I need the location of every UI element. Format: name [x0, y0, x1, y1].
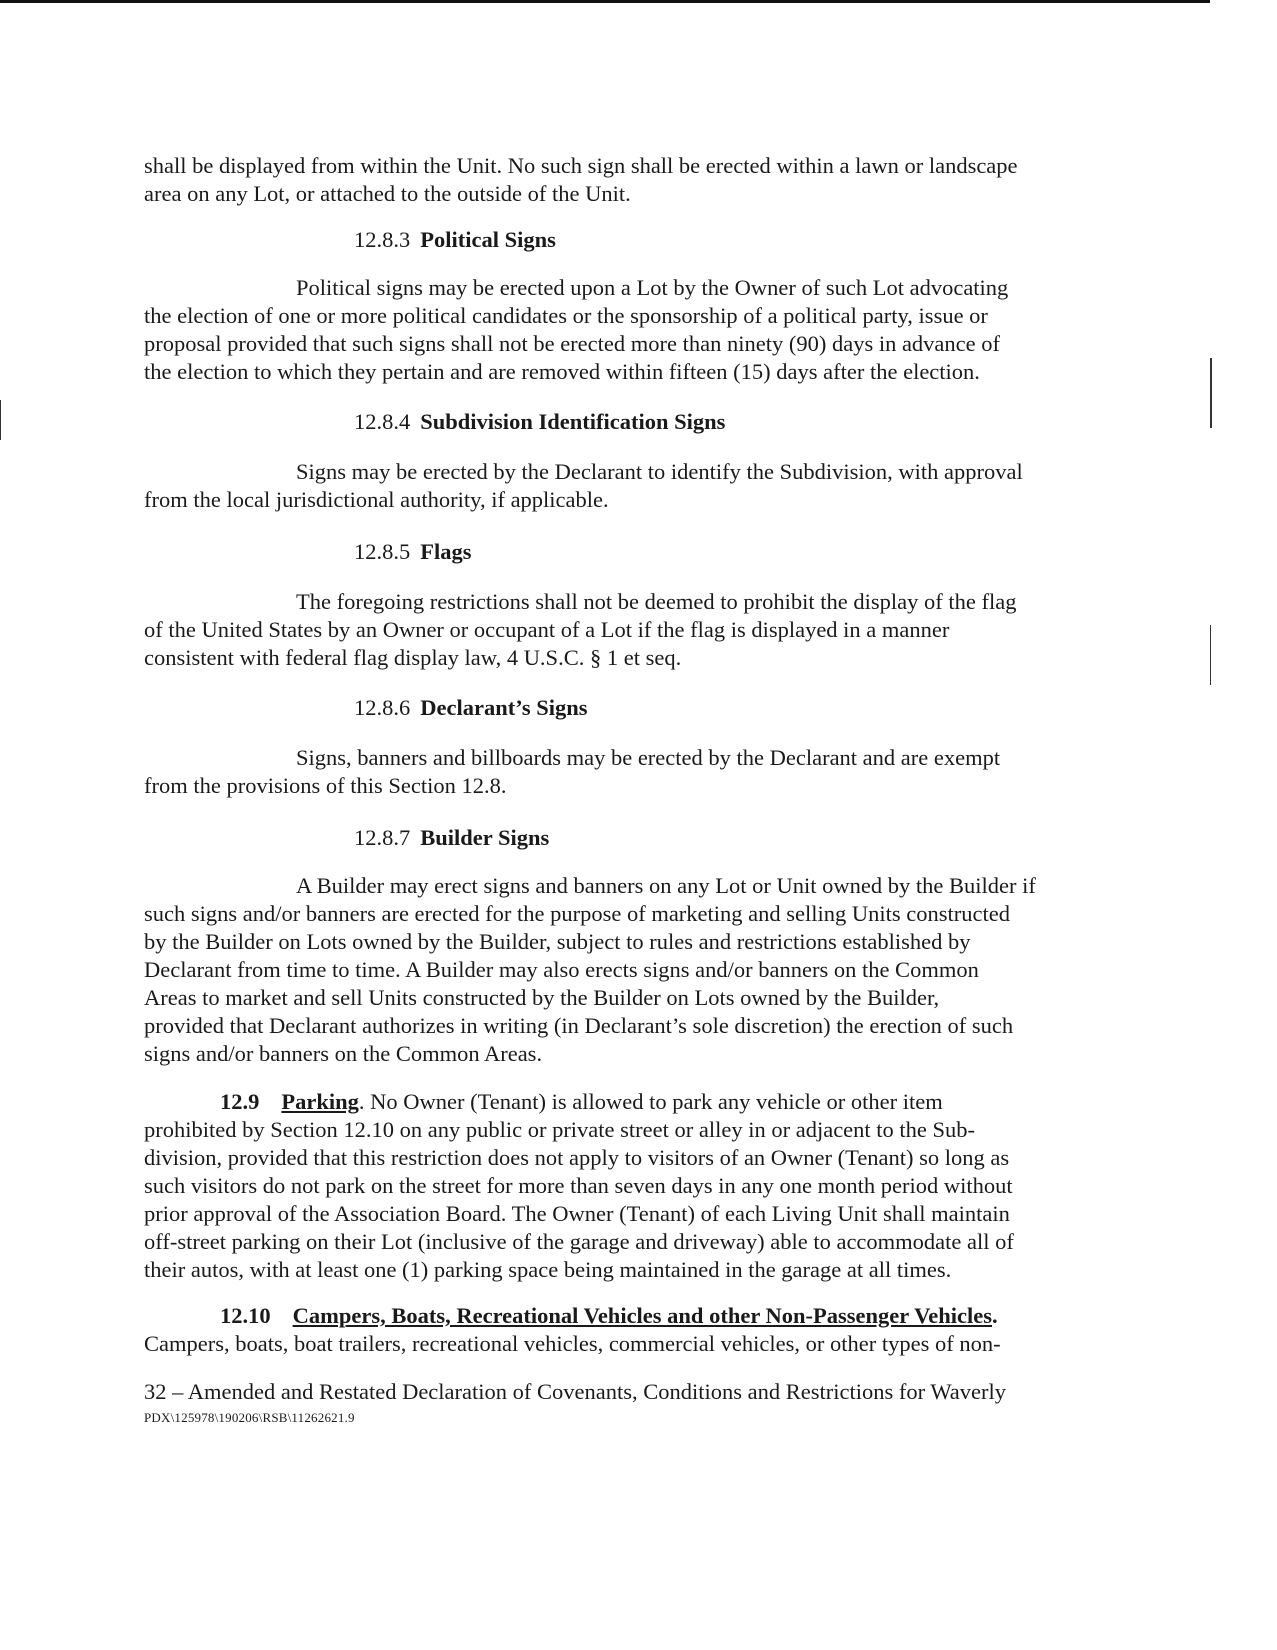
left-edge-mark: [0, 400, 1, 440]
top-scan-rule: [0, 0, 1210, 3]
text-line: such signs and/or banners are erected for the purpose of marketing and selling Units constructed: [144, 901, 1010, 926]
text-line: A Builder may erect signs and banners on any Lot or Unit owned by the Builder if: [296, 873, 1036, 898]
section-body-12-8-7: [144, 872, 1134, 1068]
text-line: Areas to market and sell Units constructed by the Builder on Lots owned by the Builder,: [144, 985, 940, 1010]
section-number: 12.8.5: [354, 539, 411, 564]
text-line: shall be displayed from within the Unit. No such sign shall be erected within a lawn or landscape: [144, 153, 1018, 178]
footer-title: 32 – Amended and Restated Declaration of Covenants, Conditions and Restrictions for Waverly: [144, 1379, 1006, 1404]
section-title: Parking: [281, 1089, 359, 1114]
text-line: the election to which they pertain and are removed within fifteen (15) days after the election.: [144, 359, 980, 384]
section-heading-12-8-7: [354, 824, 549, 852]
section-heading-12-8-3: [354, 226, 556, 254]
section-title: Subdivision Identification Signs: [420, 409, 726, 434]
text-line: from the provisions of this Section 12.8.: [144, 773, 507, 798]
continuation-paragraph: [144, 152, 1134, 208]
section-number: 12.9: [220, 1089, 260, 1114]
section-number: 12.8.3: [354, 227, 411, 252]
footer-document-code: PDX\125978\190206\RSB\11262621.9: [144, 1410, 355, 1425]
section-heading-12-8-6: [354, 694, 588, 722]
text-line: prohibited by Section 12.10 on any public or private street or alley in or adjacent to the Sub-: [144, 1117, 976, 1142]
text-line: such visitors do not park on the street for more than seven days in any one month period without: [144, 1173, 1013, 1198]
right-edge-mark: [1210, 625, 1211, 685]
text-line: by the Builder on Lots owned by the Builder, subject to rules and restrictions established by: [144, 929, 971, 954]
text-line: provided that Declarant authorizes in writing (in Declarant’s sole discretion) the erection of such: [144, 1013, 1014, 1038]
section-title: Flags: [420, 539, 472, 564]
right-edge-mark: [1210, 358, 1212, 428]
text-line: prior approval of the Association Board. The Owner (Tenant) of each Living Unit shall maintain: [144, 1201, 1010, 1226]
text-line: their autos, with at least one (1) parking space being maintained in the garage at all times.: [144, 1257, 952, 1282]
section-body-12-8-6: [144, 744, 1134, 800]
section-lead-line: [144, 1302, 1134, 1330]
section-body-12-8-5: [144, 588, 1134, 672]
text-line: Signs, banners and billboards may be erected by the Declarant and are exempt: [296, 745, 1001, 770]
section-number: 12.8.4: [354, 409, 411, 434]
text-line: off-street parking on their Lot (inclusive of the garage and driveway) able to accommodate all of: [144, 1229, 1014, 1254]
text-line: The foregoing restrictions shall not be deemed to prohibit the display of the flag: [296, 589, 1017, 614]
section-12-10: [144, 1302, 1134, 1358]
section-title: Builder Signs: [420, 825, 550, 850]
section-12-9: [144, 1088, 1134, 1284]
section-heading-12-8-5: [354, 538, 472, 566]
text-line: area on any Lot, or attached to the outside of the Unit.: [144, 181, 631, 206]
text-line: division, provided that this restriction does not apply to visitors of an Owner (Tenant) so long as: [144, 1145, 1010, 1170]
text-line: Declarant from time to time. A Builder may also erects signs and/or banners on the Common: [144, 957, 979, 982]
section-number: 12.8.6: [354, 695, 411, 720]
text-line: proposal provided that such signs shall not be erected more than ninety (90) days in advance of: [144, 331, 1001, 356]
text-run: . No Owner (Tenant) is allowed to park any vehicle or other item: [358, 1089, 943, 1114]
section-body-12-8-3: [144, 274, 1134, 386]
section-lead-line: [144, 1088, 1134, 1116]
section-title: Political Signs: [420, 227, 556, 252]
section-title: Declarant’s Signs: [420, 695, 588, 720]
section-number: 12.10: [220, 1303, 271, 1328]
text-line: of the United States by an Owner or occupant of a Lot if the flag is displayed in a manner: [144, 617, 950, 642]
text-line: the election of one or more political candidates or the sponsorship of a political party, issue or: [144, 303, 988, 328]
text-line: Political signs may be erected upon a Lot by the Owner of such Lot advocating: [296, 275, 1009, 300]
section-body-12-8-4: [144, 458, 1134, 514]
section-heading-12-8-4: [354, 408, 725, 436]
text-line: Campers, boats, boat trailers, recreational vehicles, commercial vehicles, or other types of non-: [144, 1331, 1001, 1356]
text-line: signs and/or banners on the Common Areas.: [144, 1041, 543, 1066]
section-number: 12.8.7: [354, 825, 411, 850]
text-line: consistent with federal flag display law, 4 U.S.C. § 1 et seq.: [144, 645, 682, 670]
section-title: Campers, Boats, Recreational Vehicles and other Non-Passenger Vehicles: [292, 1303, 992, 1328]
text-line: from the local jurisdictional authority, if applicable.: [144, 487, 609, 512]
text-run: .: [991, 1303, 998, 1328]
text-line: Signs may be erected by the Declarant to identify the Subdivision, with approval: [296, 459, 1023, 484]
